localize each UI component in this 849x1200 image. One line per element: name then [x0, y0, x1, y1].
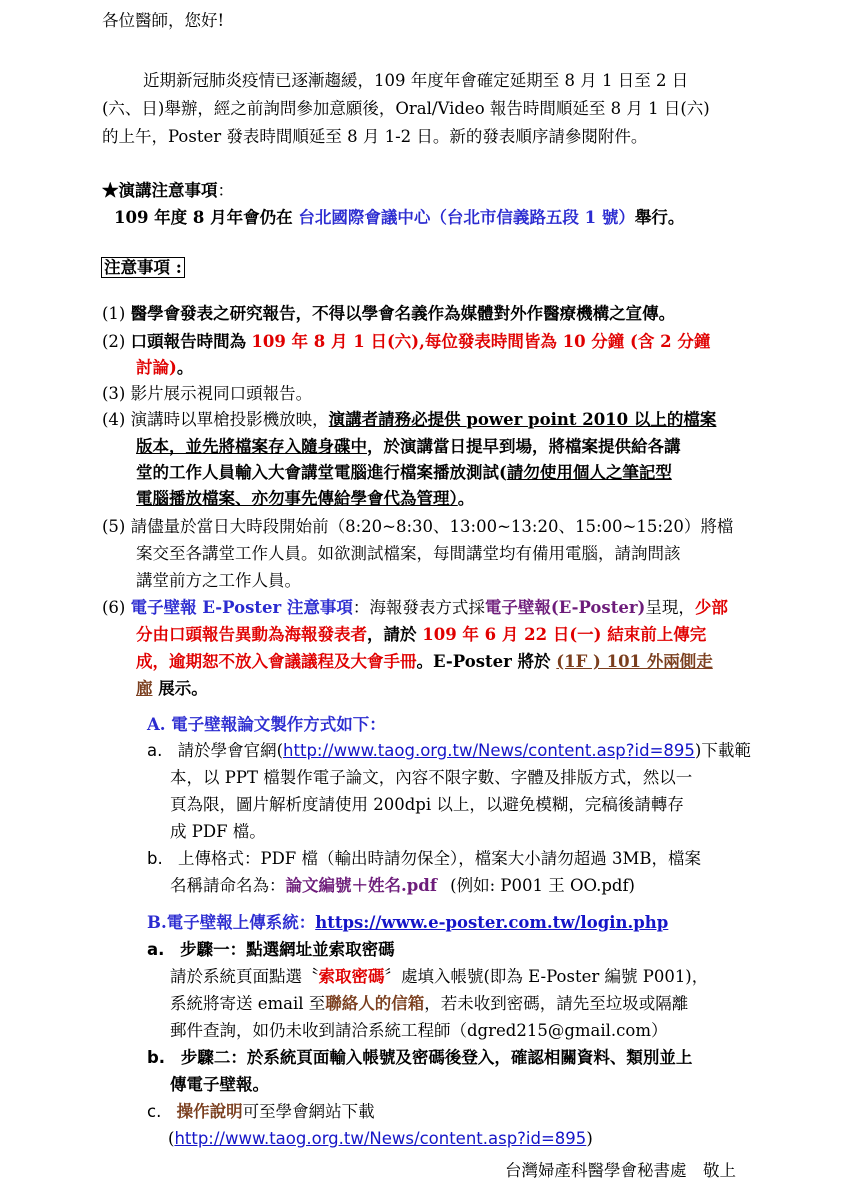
- item-4-l1a: 演講時以單槍投影機放映，: [130, 410, 329, 429]
- venue-post: 舉行。: [634, 208, 685, 227]
- section-b-a-l2: [170, 993, 688, 1015]
- section-a-b-l2c: (例如: P001 王 OO.pdf): [450, 876, 635, 895]
- item-2: [102, 331, 710, 353]
- section-b-a-l2b: 聯絡人的信箱: [325, 994, 425, 1013]
- item-6-l1c: 電子壁報(E-Poster): [484, 598, 646, 617]
- section-a-a-line-1: [147, 740, 751, 762]
- intro-line-1: 近期新冠肺炎疫情已逐漸趨緩，109 年度年會確定延期至 8 月 1 日至 2 日: [143, 71, 689, 90]
- item-1-num: (1): [102, 304, 126, 323]
- section-b-a-l1c: 〞處填入帳號(即為 E-Poster 編號 P001)，: [384, 967, 709, 986]
- item-5-line-1: [102, 516, 733, 538]
- item-6-l1b: ：海報發表方式採: [352, 598, 485, 617]
- item-6-l3c: (1F ) 101 外兩側走: [556, 652, 713, 671]
- section-b-b-l1: 步驟二：於系統頁面輸入帳號及密碼後登入，確認相關資料、類別並上: [180, 1048, 693, 1067]
- item-6-l1d: 呈現，: [645, 598, 695, 617]
- section-b-b-line-2: 傳電子壁報。: [170, 1075, 269, 1094]
- item-4-l4b: 。: [457, 489, 475, 508]
- item-5-num: (5): [102, 517, 126, 536]
- item-6-line-4: [136, 678, 208, 700]
- section-b-c-l2a: (: [168, 1129, 175, 1148]
- item-4-line-1: [102, 409, 716, 431]
- section-b-b-label: b.: [147, 1048, 166, 1067]
- section-b-b-line-1: [147, 1047, 692, 1069]
- item-5-line-2: 案交至各講堂工作人員。如欲測試檔案，每間講堂均有備用電腦，請詢問該: [136, 544, 681, 563]
- item-2-b: 109 年 8 月 1 日(六),每位發表時間皆為 10 分鐘 (含 2 分鐘: [251, 332, 711, 351]
- section-b-c-label: c.: [147, 1102, 162, 1121]
- item-5-l1: 請儘量於當日大時段開始前（8:20~8:30、13:00~13:20、15:00~15:20）將檔: [130, 517, 734, 536]
- section-b-c-l1b: 可至學會網站下載: [242, 1102, 375, 1121]
- item-6-l3a: 成，逾期恕不放入會議議程及大會手冊: [136, 652, 417, 671]
- item-4-line-2: [136, 436, 681, 458]
- section-a-a-l1-pre: 請於學會官網(: [177, 741, 284, 760]
- section-a-b-l2a: 名稱請命名為：: [170, 876, 286, 895]
- section-a-b-label: b.: [147, 849, 163, 868]
- venue-colon: ：: [217, 181, 234, 200]
- item-6-line-2: [136, 624, 706, 646]
- section-b-a-l1: [170, 966, 708, 988]
- section-a-b-l2b: 論文編號＋姓名.pdf: [285, 876, 437, 895]
- venue-heading: ★演講注意事項: [102, 181, 218, 200]
- venue-line: [114, 207, 684, 229]
- item-3-num: (3): [102, 384, 126, 403]
- signature: 台灣婦產科醫學會秘書處 敬上: [505, 1161, 736, 1180]
- item-4-l2a: 版本，並先將檔案存入隨身碟中: [136, 437, 367, 456]
- section-b-c-line-1: [147, 1101, 375, 1123]
- item-6-line-1: [102, 597, 728, 619]
- item-6-l3b: 。E-Poster 將於: [416, 652, 551, 671]
- item-6-l1a: 電子壁報 E-Poster 注意事項: [130, 598, 353, 617]
- item-4-l3b: 請勿使用個人之筆記型: [506, 463, 672, 482]
- intro-line-3: 的上午，Poster 發表時間順延至 8 月 1-2 日。新的發表順序請參閱附件。: [102, 127, 648, 146]
- item-6-line-3: [136, 651, 713, 673]
- item-2-d: 。: [176, 358, 194, 377]
- venue-heading-line: [102, 180, 234, 202]
- item-4-line-3: [136, 462, 672, 484]
- item-6-l4b: 展示。: [158, 679, 208, 698]
- section-b-title: B.電子壁報上傳系統：: [147, 913, 316, 932]
- item-6-l2c: 109 年 6 月 22 日(一) 結束前上傳完: [422, 625, 707, 644]
- item-6-num: (6): [102, 598, 126, 617]
- venue-pre: 109 年度 8 月年會仍在: [114, 208, 293, 227]
- item-3: [102, 383, 312, 405]
- section-b-c-l2c: ): [586, 1129, 593, 1148]
- item-2-a: 口頭報告時間為: [130, 332, 247, 351]
- item-3-text: 影片展示視同口頭報告。: [130, 384, 313, 403]
- item-4-l3a: 堂的工作人員輸入大會講堂電腦進行檔案播放測試(: [136, 463, 507, 482]
- section-b-a-l2c: ，若未收到密碼，請先至垃圾或隔離: [424, 994, 689, 1013]
- section-a-title: A. 電子壁報論文製作方式如下：: [147, 715, 386, 734]
- item-4-l4a: 電腦播放檔案、亦勿事先傳給學會代為管理）: [136, 489, 458, 508]
- item-1-text: 醫學會發表之研究報告，不得以學會名義作為媒體對外作醫療機構之宣傳。: [130, 304, 676, 323]
- venue-place: 台北國際會議中心（台北市信義路五段 1 號）: [298, 208, 635, 227]
- item-4-l1b: 演講者請務必提供 power point 2010 以上的檔案: [328, 410, 717, 429]
- item-6-l2b: ，請於: [367, 625, 417, 644]
- greeting: 各位醫師，您好!: [102, 11, 225, 30]
- section-b-a-l2a: 系統將寄送 email 至: [170, 994, 326, 1013]
- section-b-link[interactable]: https://www.e-poster.com.tw/login.php: [315, 913, 669, 932]
- section-b-title-line: [147, 912, 668, 934]
- item-5-line-3: 講堂前方之工作人員。: [136, 571, 301, 590]
- section-b-c-line-2: [168, 1128, 593, 1150]
- section-b-a-line: [147, 939, 395, 961]
- item-2-cont: [136, 357, 193, 379]
- section-b-a-label: a.: [147, 940, 165, 959]
- item-6-l1e: 少部: [694, 598, 728, 617]
- item-1: [102, 303, 675, 325]
- section-b-a-l1a: 請於系統頁面點選〝: [170, 967, 319, 986]
- notice-heading-line: [101, 257, 185, 279]
- section-a-a-line-4: 成 PDF 檔。: [170, 822, 266, 841]
- section-b-a-l3: 郵件查詢，如仍未收到請洽系統工程師（dgred215@gmail.com）: [170, 1021, 668, 1040]
- section-b-c-l1a: 操作說明: [176, 1102, 243, 1121]
- section-b-a-title: 步驟一：點選網址並索取密碼: [180, 940, 395, 959]
- item-2-c: 討論): [136, 358, 177, 377]
- section-b-a-l1b: 索取密碼: [318, 967, 385, 986]
- section-a-a-line-3: 頁為限，圖片解析度請使用 200dpi 以上，以避免模糊，完稿後請轉存: [170, 795, 684, 814]
- item-6-l2a: 分由口頭報告異動為海報發表者: [136, 625, 367, 644]
- item-4-line-4: [136, 488, 474, 510]
- item-2-num: (2): [102, 332, 126, 351]
- section-a-a-l1-post: )下載範: [694, 741, 751, 760]
- section-a-link[interactable]: http://www.taog.org.tw/News/content.asp?id=895: [283, 741, 695, 760]
- section-b-c-link[interactable]: http://www.taog.org.tw/News/content.asp?id=895: [174, 1129, 587, 1148]
- section-a-a-line-2: 本，以 PPT 檔製作電子論文，內容不限字數、字體及排版方式，然以一: [170, 768, 693, 787]
- section-a-a-label: a.: [147, 741, 163, 760]
- item-6-l4a: 廊: [136, 679, 153, 698]
- section-a-b-l1: 上傳格式：PDF 檔（輸出時請勿保全），檔案大小請勿超過 3MB，檔案: [177, 849, 702, 868]
- intro-line-2: (六、日)舉辦，經之前詢問參加意願後，Oral/Video 報告時間順延至 8 月 1 日(六): [102, 99, 710, 118]
- notice-heading: 注意事項 :: [101, 257, 185, 278]
- section-a-b-line-2: [170, 875, 635, 897]
- item-4-num: (4): [102, 410, 126, 429]
- section-a-b-line-1: [147, 848, 701, 870]
- item-4-l2b: ，於演講當日提早到場，將檔案提供給各講: [367, 437, 681, 456]
